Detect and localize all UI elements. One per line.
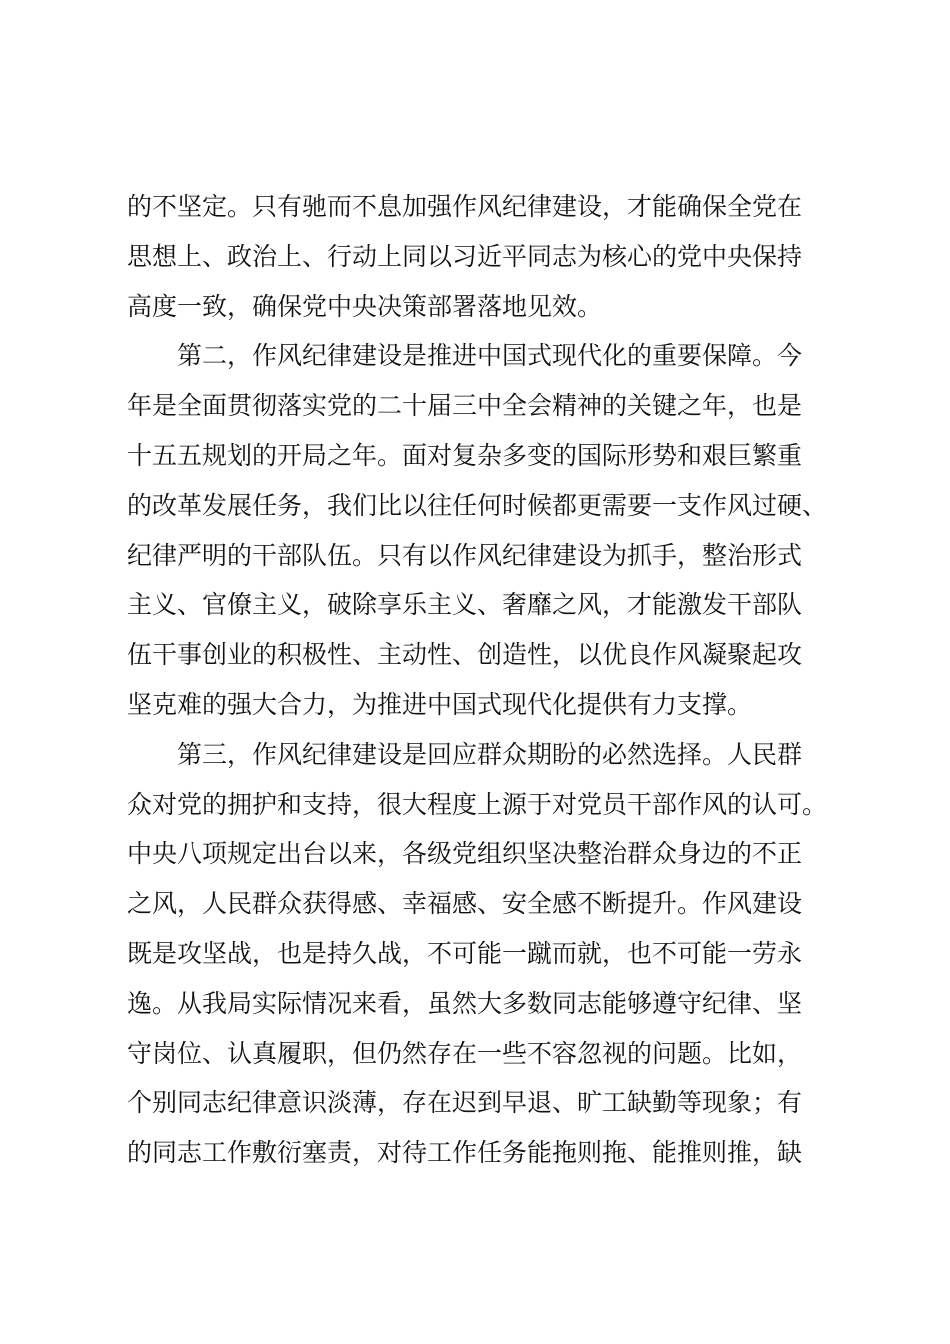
text-line: 的同志工作敷衍塞责，对待工作任务能拖则拖、能推则推，缺 [127,1138,803,1168]
text-line: 高度一致，确保党中央决策部署落地见效。 [127,291,603,321]
text-line: 的不坚定。只有驰而不息加强作风纪律建设，才能确保全党在 [127,192,803,221]
text-line: 坚克难的强大合力，为推进中国式现代化提供有力支撑。 [127,689,753,719]
text-line: 纪律严明的干部队伍。只有以作风纪律建设为抓手，整治形式 [127,540,803,570]
body-text [127,182,847,1178]
text-line: 主义、官僚主义，破除享乐主义、奢靡之风，才能激发干部队 [127,590,803,620]
text-line: 中央八项规定出台以来，各级党组织坚决整治群众身边的不正 [127,839,803,869]
paragraph-first-line: 第二，作风纪律建设是推进中国式现代化的重要保障。今 [177,341,803,371]
text-line: 既是攻坚战，也是持久战，不可能一蹴而就，也不可能一劳永 [127,938,803,968]
text-line: 个别同志纪律意识淡薄，存在迟到早退、旷工缺勤等现象；有 [127,1088,803,1118]
text-line: 伍干事创业的积极性、主动性、创造性，以优良作风凝聚起攻 [127,640,803,670]
text-line: 逸。从我局实际情况来看，虽然大多数同志能够遵守纪律、坚 [127,988,803,1018]
text-line: 十五五规划的开局之年。面对复杂多变的国际形势和艰巨繁重 [127,440,803,470]
text-line: 守岗位、认真履职，但仍然存在一些不容忽视的问题。比如， [127,1038,803,1068]
paragraph-first-line: 第三，作风纪律建设是回应群众期盼的必然选择。人民群 [177,739,803,769]
text-line: 众对党的拥护和支持，很大程度上源于对党员干部作风的认可。 [127,789,828,819]
text-line: 之风，人民群众获得感、幸福感、安全感不断提升。作风建设 [127,889,803,919]
text-line: 的改革发展任务，我们比以往任何时候都更需要一支作风过硬、 [127,490,828,520]
text-line: 年是全面贯彻落实党的二十届三中全会精神的关键之年，也是 [127,391,803,421]
text-line: 思想上、政治上、行动上同以习近平同志为核心的党中央保持 [127,241,803,271]
